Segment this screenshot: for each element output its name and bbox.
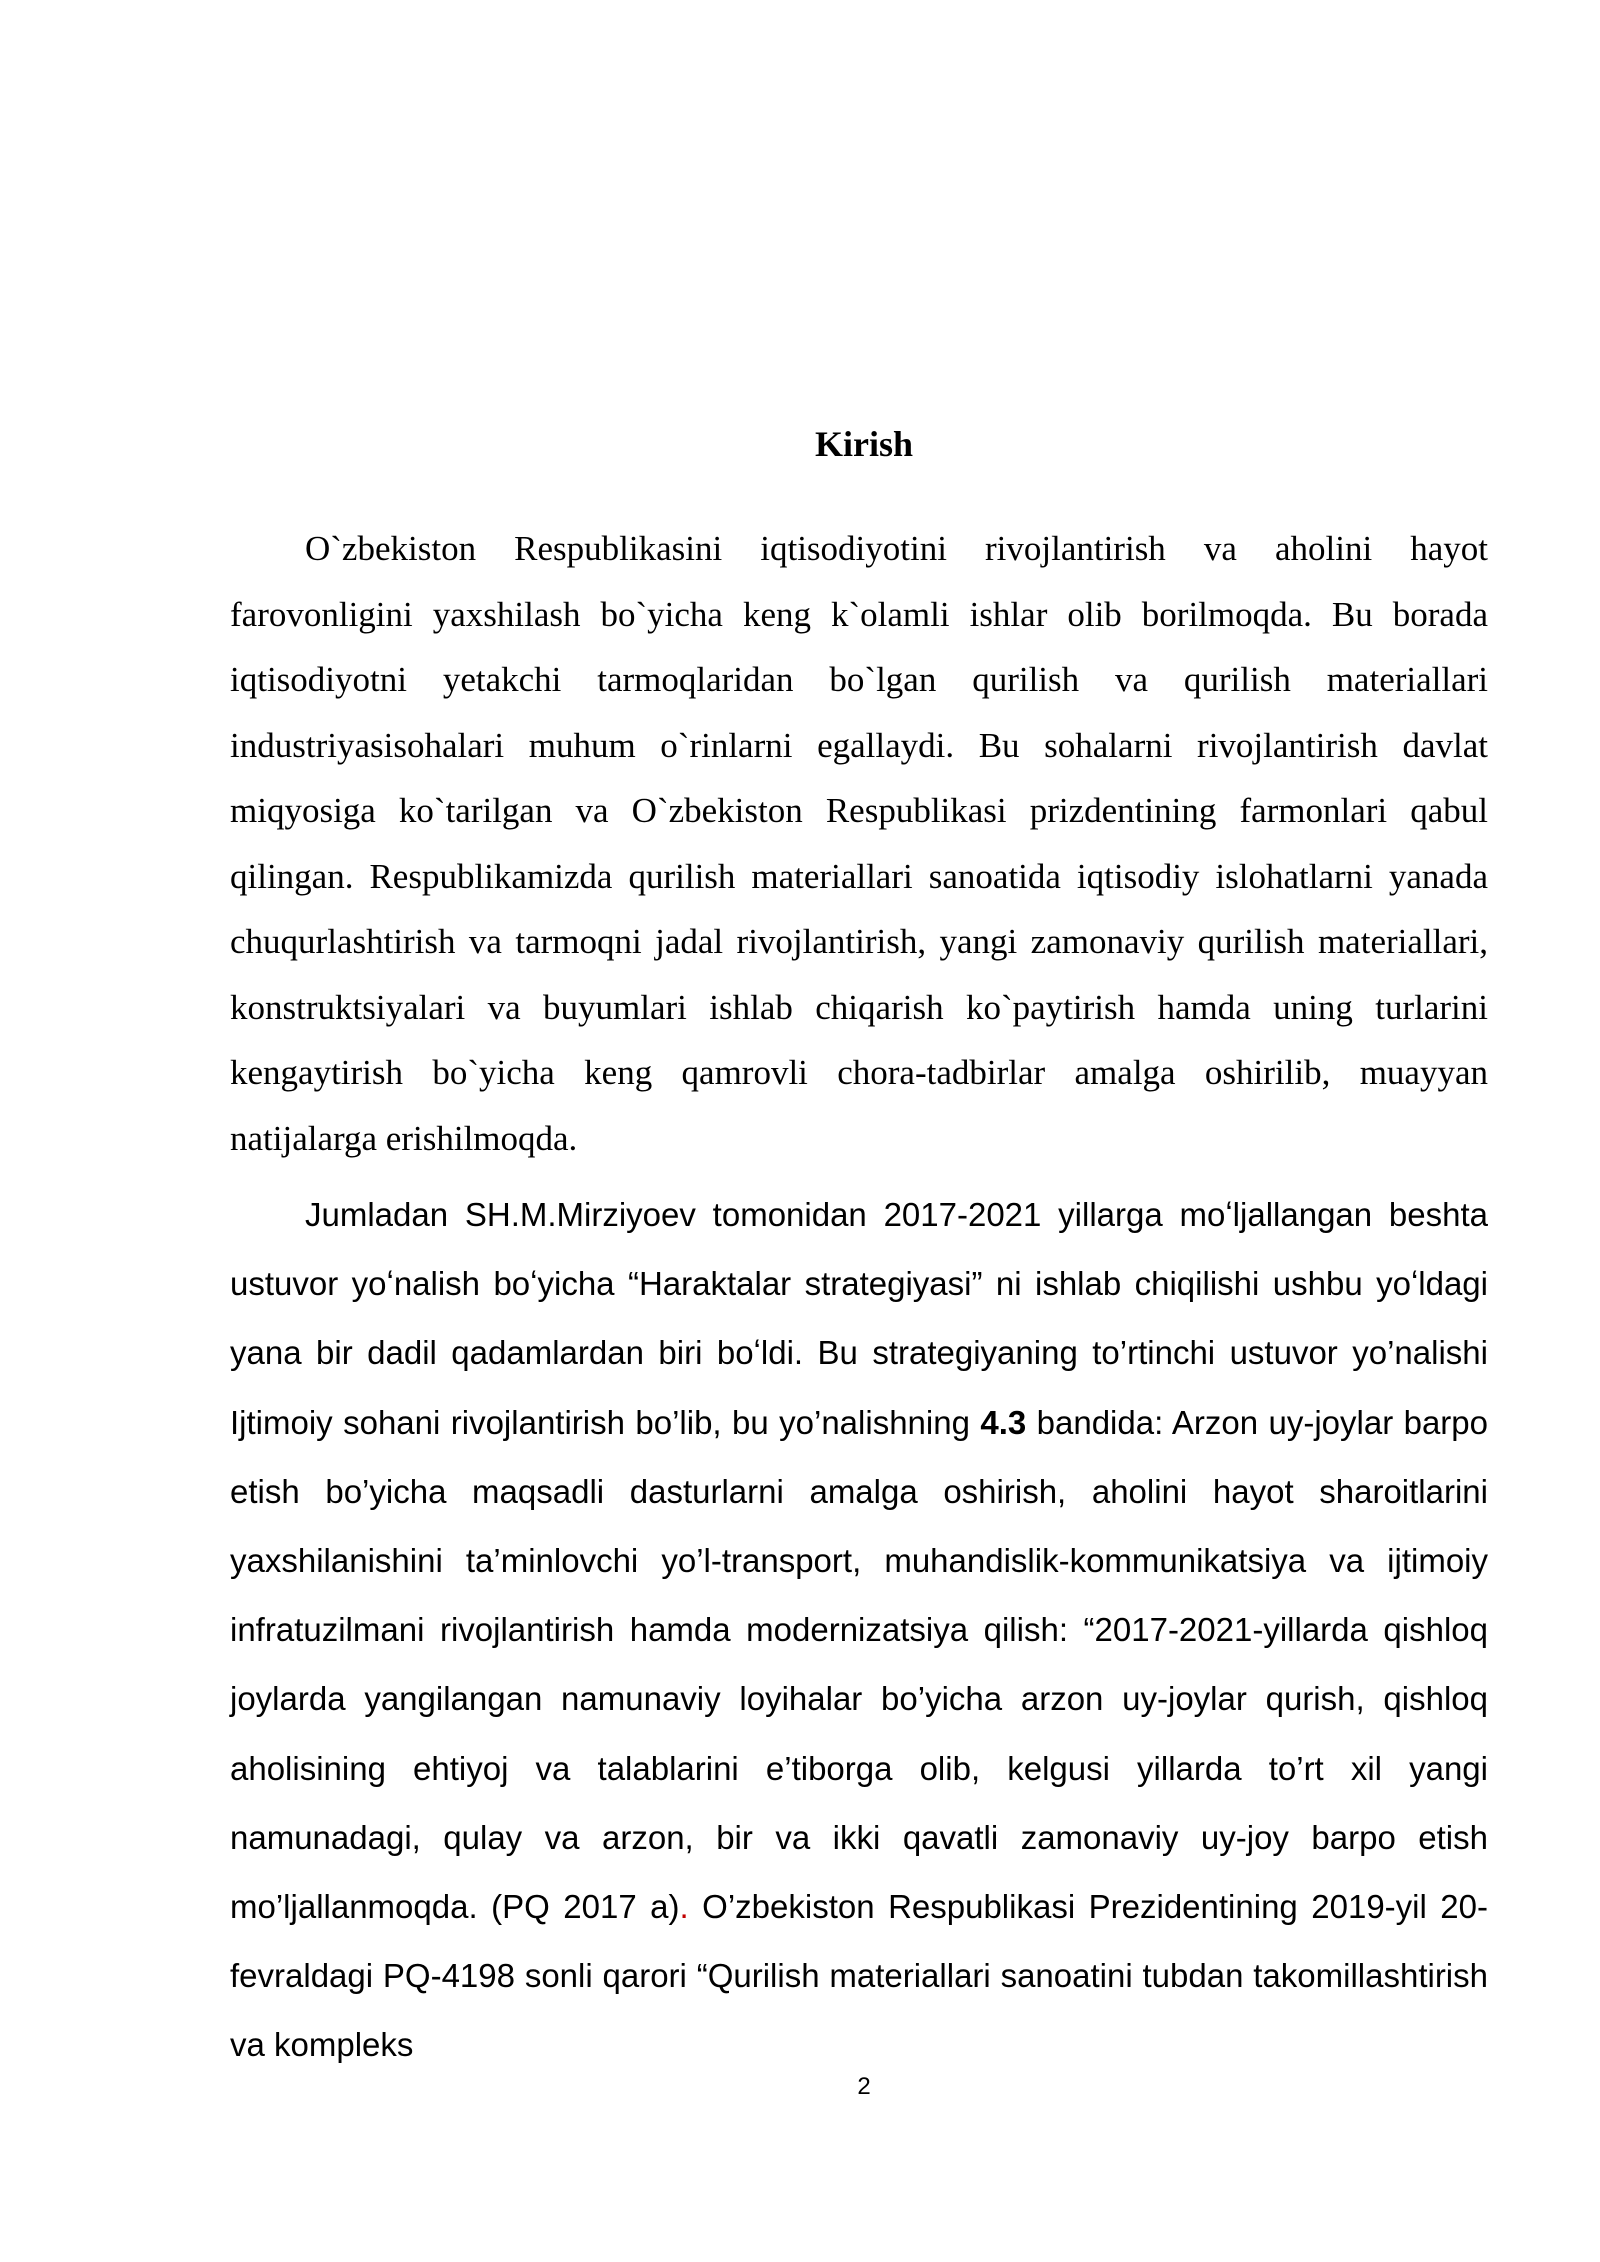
paragraph-strategy-text-3: O’zbekiston Respublikasi Prezidentining 2019-yil 20-fevraldagi PQ-4198 sonli qarori “Qurilish materiallari sanoatini tubdan takomillashtirish va kompleks: [230, 1888, 1488, 2064]
page-heading: Kirish: [814, 424, 913, 464]
paragraph-strategy-text-1: Jumladan SH.M.Mirziyoev tomonidan 2017-2021 yillarga moʻljallangan beshta ustuvor yoʻnalish boʻyicha “Haraktalar strategiyasi” ni ishlab chiqilishi ushbu yoʻldagi yana bir dadil qadamlardan biri boʻldi. Bu strategiyaning to’rtinchi ustuvor yo’nalishi Ijtimoiy sohani rivojlantirish bo’lib, bu yo’nalishning: [230, 1196, 1488, 1441]
section-number-bold: 4.3: [980, 1403, 1027, 1441]
paragraph-intro: O`zbekiston Respublikasini iqtisodiyotini rivojlantirish va aholini hayot farovonligini yaxshilash bo`yicha keng k`olamli ishlar olib borilmoqda. Bu borada iqtisodiyotni yetakchi tarmoqlaridan bo`lgan qurilish va qurilish materiallari industriyasisohalari muhum o`rinlarni egallaydi. Bu sohalarni rivojlantirish davlat miqyosiga ko`tarilgan va O`zbekiston Respublikasi prizdentining farmonlari qabul qilingan. Respublikamizda qurilish materiallari sanoatida iqtisodiy islohatlarni yanada chuqurlashtirish va tarmoqni jadal rivojlantirish, yangi zamonaviy qurilish materiallari, konstruktsiyalari va buyumlari ishlab chiqarish ko`paytirish hamda uning turlarini kengaytirish bo`yicha keng qamrovli chora-tadbirlar amalga oshirilib, muayyan natijalarga erishilmoqda.: [230, 529, 1488, 1158]
paragraph-strategy-text-2: bandida: Arzon uy-joylar barpo etish bo’yicha maqsadli dasturlarni amalga oshirish, aholini hayot sharoitlarini yaxshilanishini ta’minlovchi yo’l-transport, muhandislik-kommunikatsiya va ijtimoiy infratuzilmani rivojlantirish hamda modernizatsiya qilish: “2017-2021-yillarda qishloq joylarda yangilangan namunaviy loyihalar bo’yicha arzon uy-joylar qurish, qishloq aholisining ehtiyoj va talablarini e’tiborga olib, kelgusi yillarda to’rt xil yangi namunadagi, qulay va arzon, bir va ikki qavatli zamonaviy uy-joy barpo etish mo’ljallanmoqda. (PQ 2017 a): [230, 1403, 1489, 1926]
page-number: 2: [857, 2073, 871, 2100]
red-period-mark: .: [679, 1888, 689, 1926]
paragraph-strategy: [230, 1180, 1488, 2080]
